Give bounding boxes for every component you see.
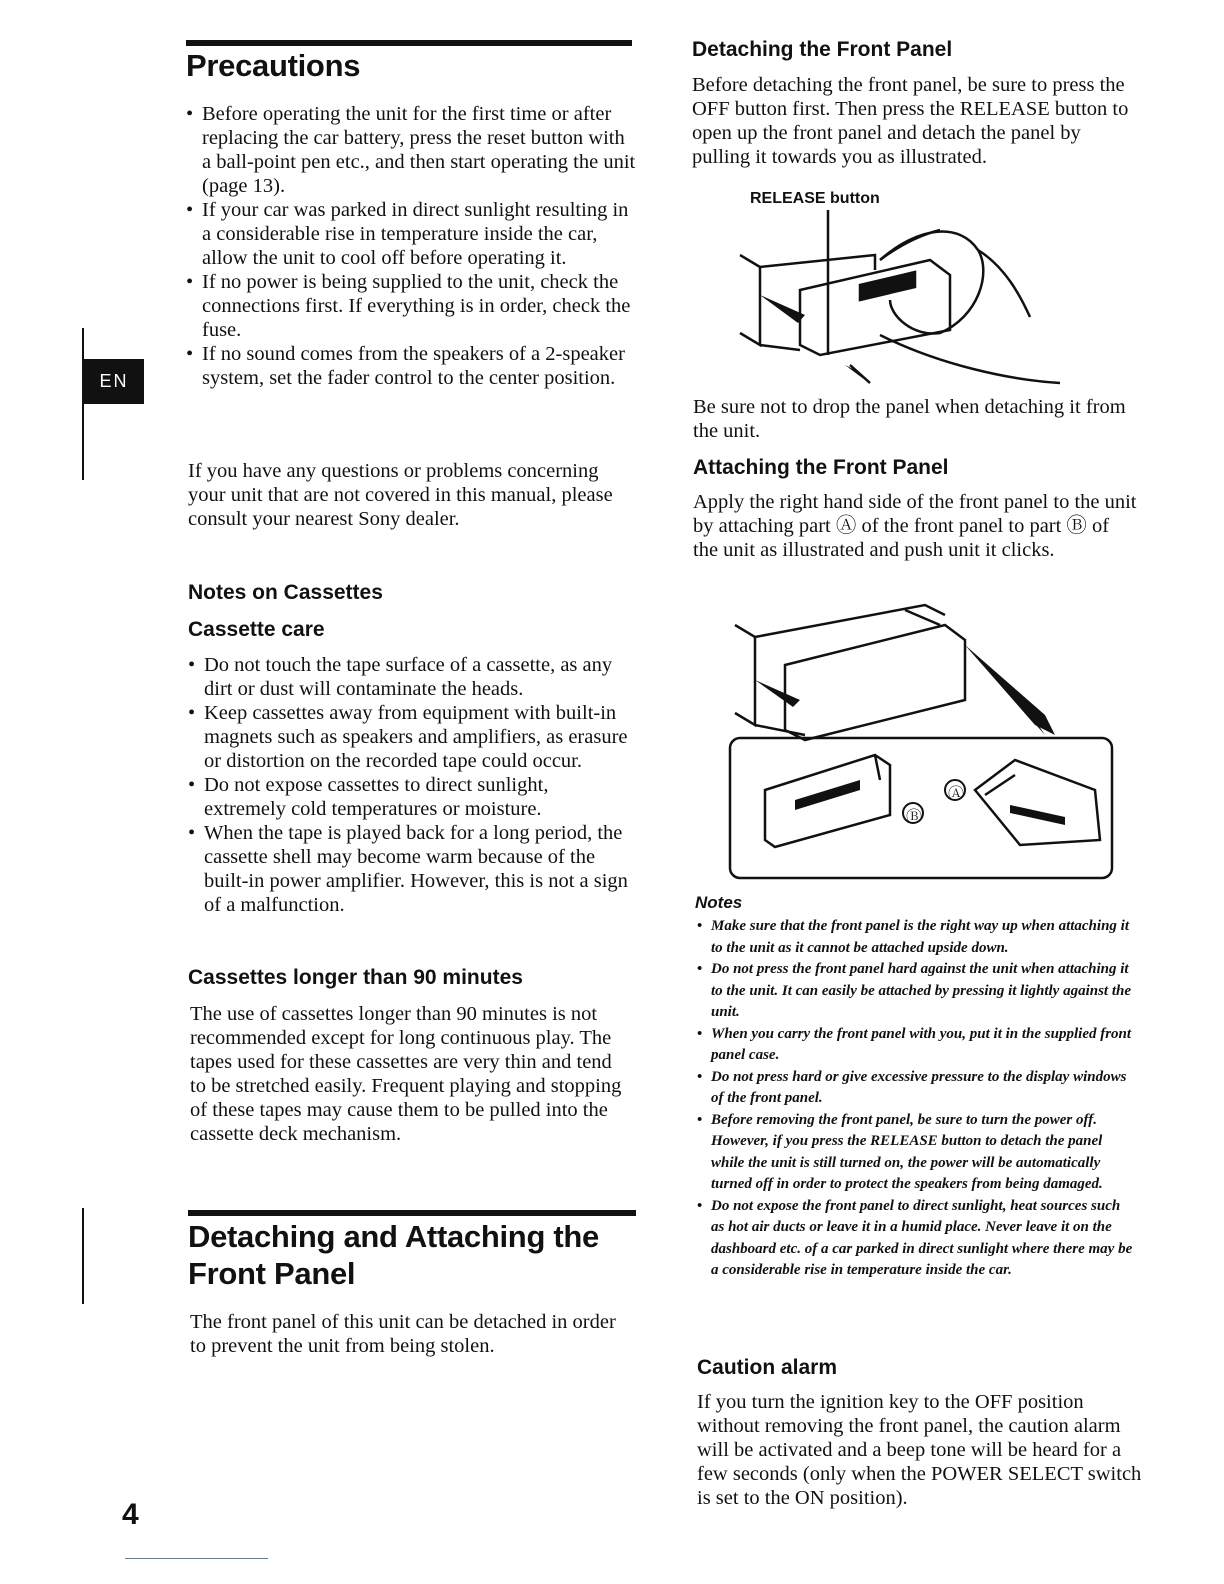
list-item: • Do not expose cassettes to direct sunlight, extremely cold temperatures or moisture. [188,773,634,821]
attaching-text: Apply the right hand side of the front panel to the unit by attaching part Ⓐ of the front panel to part Ⓑ of the unit as illustrated and push unit it clicks. [693,491,1137,561]
marker-a: Ⓐ [948,786,965,803]
list-item: • When you carry the front panel with you, put it in the supplied front panel case. [697,1024,1137,1067]
list-item: • Before operating the unit for the first time or after replacing the car battery, press the reset button with a ball-point pen etc., and then start operating the unit (page 13). [186,102,636,198]
list-item: • Before removing the front panel, be sure to turn the power off. However, if you press the RELEASE button to detach the panel while the unit is still turned on, the power will be automatically turned off in order to protect the speakers from being damaged. [697,1110,1137,1196]
page-number: 4 [122,1498,139,1531]
detaching-after-text: Be sure not to drop the panel when detaching it from the unit. [693,396,1126,442]
detach-attach-intro: The front panel of this unit can be detached in order to prevent the unit from being stolen. [190,1311,616,1357]
detaching-title: Detaching the Front Panel [692,38,953,61]
list-item: • If your car was parked in direct sunlight resulting in a considerable rise in temperature inside the car, allow the unit to cool off before operating it. [186,198,636,270]
cassettes-longer-text: The use of cassettes longer than 90 minutes is not recommended except for long continuous play. The tapes used for these cassettes are very thin and tend to be stretched easily. Frequent playing and stopping of these tapes may cause them to be pulled into the cassette deck mechanism. [190,1003,622,1145]
precautions-closing: If you have any questions or problems concerning your unit that are not covered in this manual, please consult your nearest Sony dealer. [188,460,613,530]
detach-attach-title-line1: Detaching and Attaching the [188,1219,599,1254]
list-item: • If no sound comes from the speakers of a 2-speaker system, set the fader control to the center position. [186,342,636,390]
footer-line [125,1558,268,1559]
list-item: • If no power is being supplied to the unit, check the connections first. If everything is in order, check the fuse. [186,270,636,342]
release-button-label: RELEASE button [750,190,880,207]
precautions-rule [186,40,632,46]
margin-line-lower [82,1208,84,1304]
language-tab [84,359,144,404]
notes-on-cassettes-title: Notes on Cassettes [188,581,383,604]
list-item: • Do not expose the front panel to direct sunlight, heat sources such as hot air ducts or leave it in a humid place. Never leave it on the dashboard etc. of a car parked in direct sunlight where there may be a considerable rise in temperature inside the car. [697,1196,1137,1282]
detach-attach-rule [188,1210,636,1216]
margin-line-upper [82,328,84,480]
notes-title: Notes [695,893,743,912]
detaching-illustration [730,205,1080,390]
list-item: • Do not touch the tape surface of a cassette, as any dirt or dust will contaminate the heads. [188,653,634,701]
detaching-text: Before detaching the front panel, be sure to press the OFF button first. Then press the RELEASE button to open up the front panel and detach the panel by pulling it towards you as illustrated. [692,74,1129,168]
marker-b: Ⓑ [906,809,923,826]
precautions-list [186,102,636,390]
detach-attach-title-line2: Front Panel [188,1256,356,1291]
precautions-title: Precautions [186,48,361,83]
list-item: • Keep cassettes away from equipment with built-in magnets such as speakers and amplifiers, as erasure or distortion on the recorded tape could occur. [188,701,634,773]
list-item: • Do not press the front panel hard against the unit when attaching it to the unit. It can easily be attached by pressing it lightly against the unit. [697,959,1137,1024]
attaching-title: Attaching the Front Panel [693,456,949,479]
list-item: • Do not press hard or give excessive pressure to the display windows of the front panel. [697,1067,1137,1110]
caution-alarm-title: Caution alarm [697,1356,838,1379]
caution-alarm-text: If you turn the ignition key to the OFF position without removing the front panel, the caution alarm will be activated and a beep tone will be heard for a few seconds (only when the POWER SELECT switch is set to the ON position). [697,1391,1142,1509]
attaching-illustration [725,585,1120,885]
cassette-care-list [188,653,634,917]
notes-list [697,916,1137,1282]
cassettes-longer-title: Cassettes longer than 90 minutes [188,966,523,989]
language-tab-label: EN [99,371,129,391]
list-item: • Make sure that the front panel is the right way up when attaching it to the unit as it cannot be attached upside down. [697,916,1137,959]
list-item: • When the tape is played back for a long period, the cassette shell may become warm because of the built-in power amplifier. However, this is not a sign of a malfunction. [188,821,634,917]
cassette-care-title: Cassette care [188,618,325,641]
